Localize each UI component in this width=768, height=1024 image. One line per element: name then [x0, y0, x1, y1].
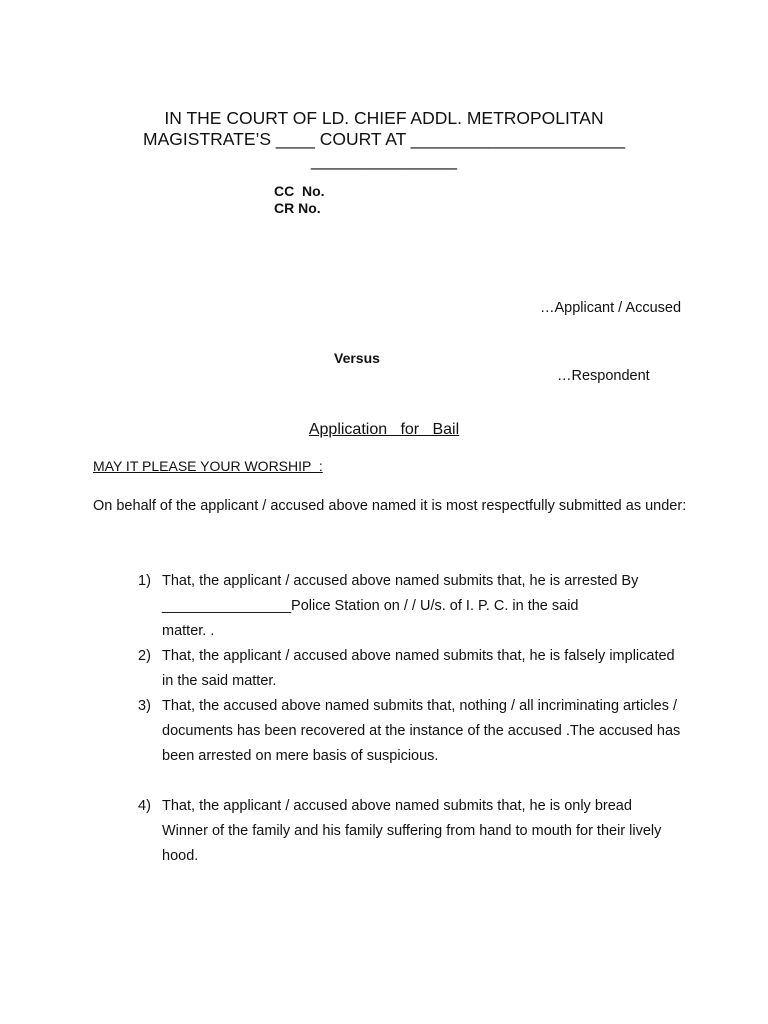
list-item-number: 1)	[138, 573, 151, 589]
respondent-label: …Respondent	[557, 368, 650, 384]
cr-number-label: CR No.	[274, 200, 321, 216]
list-item-text: That, the applicant / accused above named submits that, he is only bread Winner of the family and his family suffering from hand to mouth for their lively hood.	[162, 798, 662, 864]
list-item	[138, 694, 728, 769]
list-item-number: 2)	[138, 648, 151, 664]
cc-number-label: CC No.	[274, 183, 325, 199]
list-item	[138, 569, 728, 644]
list-item	[138, 794, 728, 869]
application-title: Application for Bail	[308, 421, 460, 438]
list-item-text: That, the accused above named submits that, nothing / all incriminating articles / documents has been recovered at the instance of the accused .The accused has been arrested on mere basis of suspicious.	[162, 698, 681, 764]
versus-label: Versus	[334, 350, 380, 366]
list-item-text: That, the applicant / accused above named submits that, he is falsely implicated in the said matter.	[162, 648, 675, 689]
list-item-number: 4)	[138, 798, 151, 814]
list-item	[138, 644, 728, 694]
list-item-text: That, the applicant / accused above named submits that, he is arrested By ________________Police Station on / / U/s. of I. P. C. in the said matter. .	[162, 573, 639, 639]
submission-list	[138, 569, 728, 869]
list-item-number: 3)	[138, 698, 151, 714]
applicant-label: …Applicant / Accused	[540, 300, 682, 316]
salutation: MAY IT PLEASE YOUR WORSHIP :	[93, 458, 323, 474]
court-heading-line-1: IN THE COURT OF LD. CHIEF ADDL. METROPOLITAN	[164, 108, 604, 128]
court-heading-line-2: MAGISTRATE’S ____ COURT AT ______________________	[143, 129, 625, 149]
court-heading-line-3: _______________	[311, 150, 457, 170]
intro-paragraph: On behalf of the applicant / accused above named it is most respectfully submitted as under:	[93, 498, 687, 514]
